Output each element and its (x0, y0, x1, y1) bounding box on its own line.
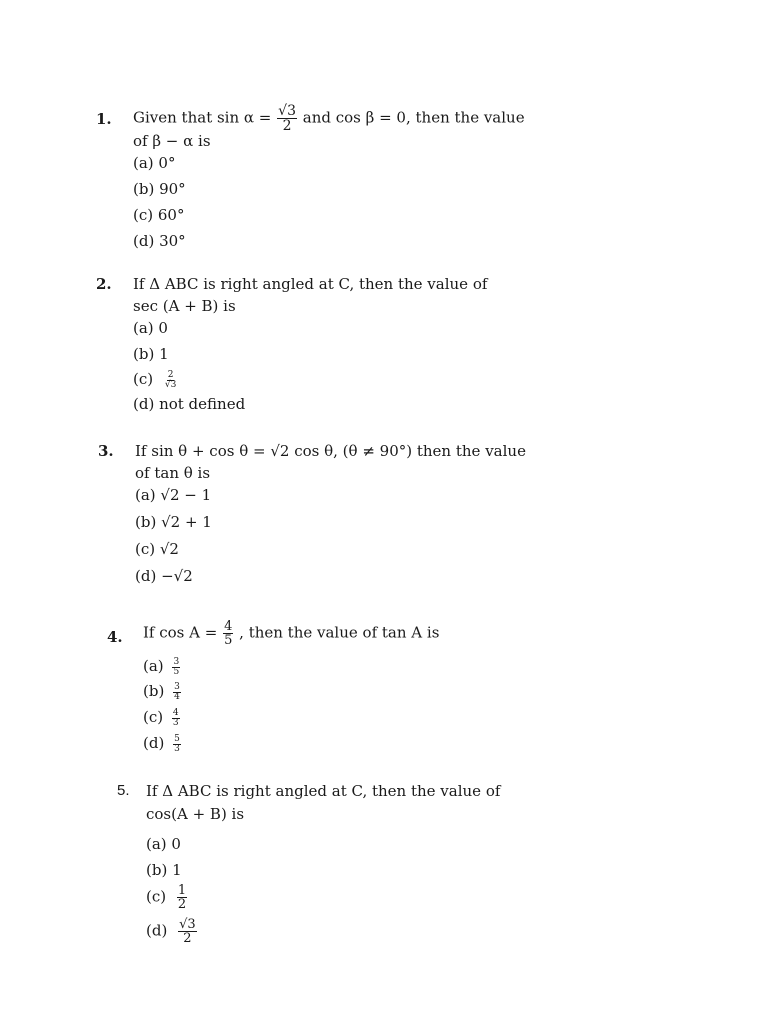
question-stem-line1: If Δ ABC is right angled at C, then the value of (133, 275, 488, 293)
option-d: (d) −√2 (135, 567, 193, 585)
question-number: 5. (117, 782, 130, 799)
question-stem-line2: of tan θ is (135, 464, 211, 482)
option-d: (d) not defined (133, 395, 246, 413)
option-c-fraction: $\frac{2}{√3}$ (164, 369, 177, 390)
question-number: 1. (96, 110, 112, 128)
question-number: 4. (107, 628, 123, 646)
option-a-fraction: $\frac{3}{5}$ (173, 656, 180, 677)
option-b-fraction: $\frac{3}{4}$ (174, 681, 180, 702)
question-stem-line2: cos(A + B) is (146, 805, 245, 823)
option-d-fraction: $\frac{√3}{2}$ (179, 917, 196, 946)
question-number: 3. (98, 442, 114, 460)
option-c: (c) $\frac{2}{√3}$ (133, 369, 177, 390)
question-stem-line1: If Δ ABC is right angled at C, then the value of (146, 782, 501, 800)
option-a: (a) 0 (133, 319, 168, 337)
question-stem-line1: If cos A = $\frac{4}{5}$ , then the value of tan A is (143, 619, 440, 648)
stem-fraction: $\frac{4}{5}$ (224, 619, 233, 648)
question-stem-line2: of β − α is (133, 132, 211, 150)
option-c-fraction: $\frac{4}{3}$ (172, 707, 179, 728)
question-number: 2. (96, 275, 112, 293)
option-d: (d) 30° (133, 232, 186, 250)
option-c-fraction: $\frac{1}{2}$ (177, 883, 187, 912)
option-c: (c) 60° (133, 206, 185, 224)
option-d: (d) $\frac{√3}{2}$ (146, 917, 196, 946)
option-d: (d) $\frac{5}{3}$ (143, 733, 180, 754)
option-d-fraction: $\frac{5}{3}$ (174, 733, 180, 754)
option-c: (c) $\frac{4}{3}$ (143, 707, 179, 728)
option-b: (b) 1 (146, 861, 182, 879)
option-b: (b) √2 + 1 (135, 513, 212, 531)
question-stem-line2: sec (A + B) is (133, 297, 236, 315)
option-c: (c) √2 (135, 540, 179, 558)
option-b: (b) 1 (133, 345, 169, 363)
question-stem-line1: Given that sin α = $\frac{√3}{2}$ and cos β = 0, then the value (133, 103, 525, 134)
option-b: (b) 90° (133, 180, 186, 198)
option-a: (a) 0 (146, 835, 181, 853)
option-b: (b) $\frac{3}{4}$ (143, 681, 180, 702)
option-a: (a) √2 − 1 (135, 486, 212, 504)
option-a: (a) 0° (133, 154, 176, 172)
stem-fraction: $\frac{√3}{2}$ (278, 103, 296, 134)
question-stem-line1: If sin θ + cos θ = √2 cos θ, (θ ≠ 90°) then the value (135, 442, 526, 460)
option-c: (c) $\frac{1}{2}$ (146, 883, 187, 912)
option-a: (a) $\frac{3}{5}$ (143, 656, 180, 677)
